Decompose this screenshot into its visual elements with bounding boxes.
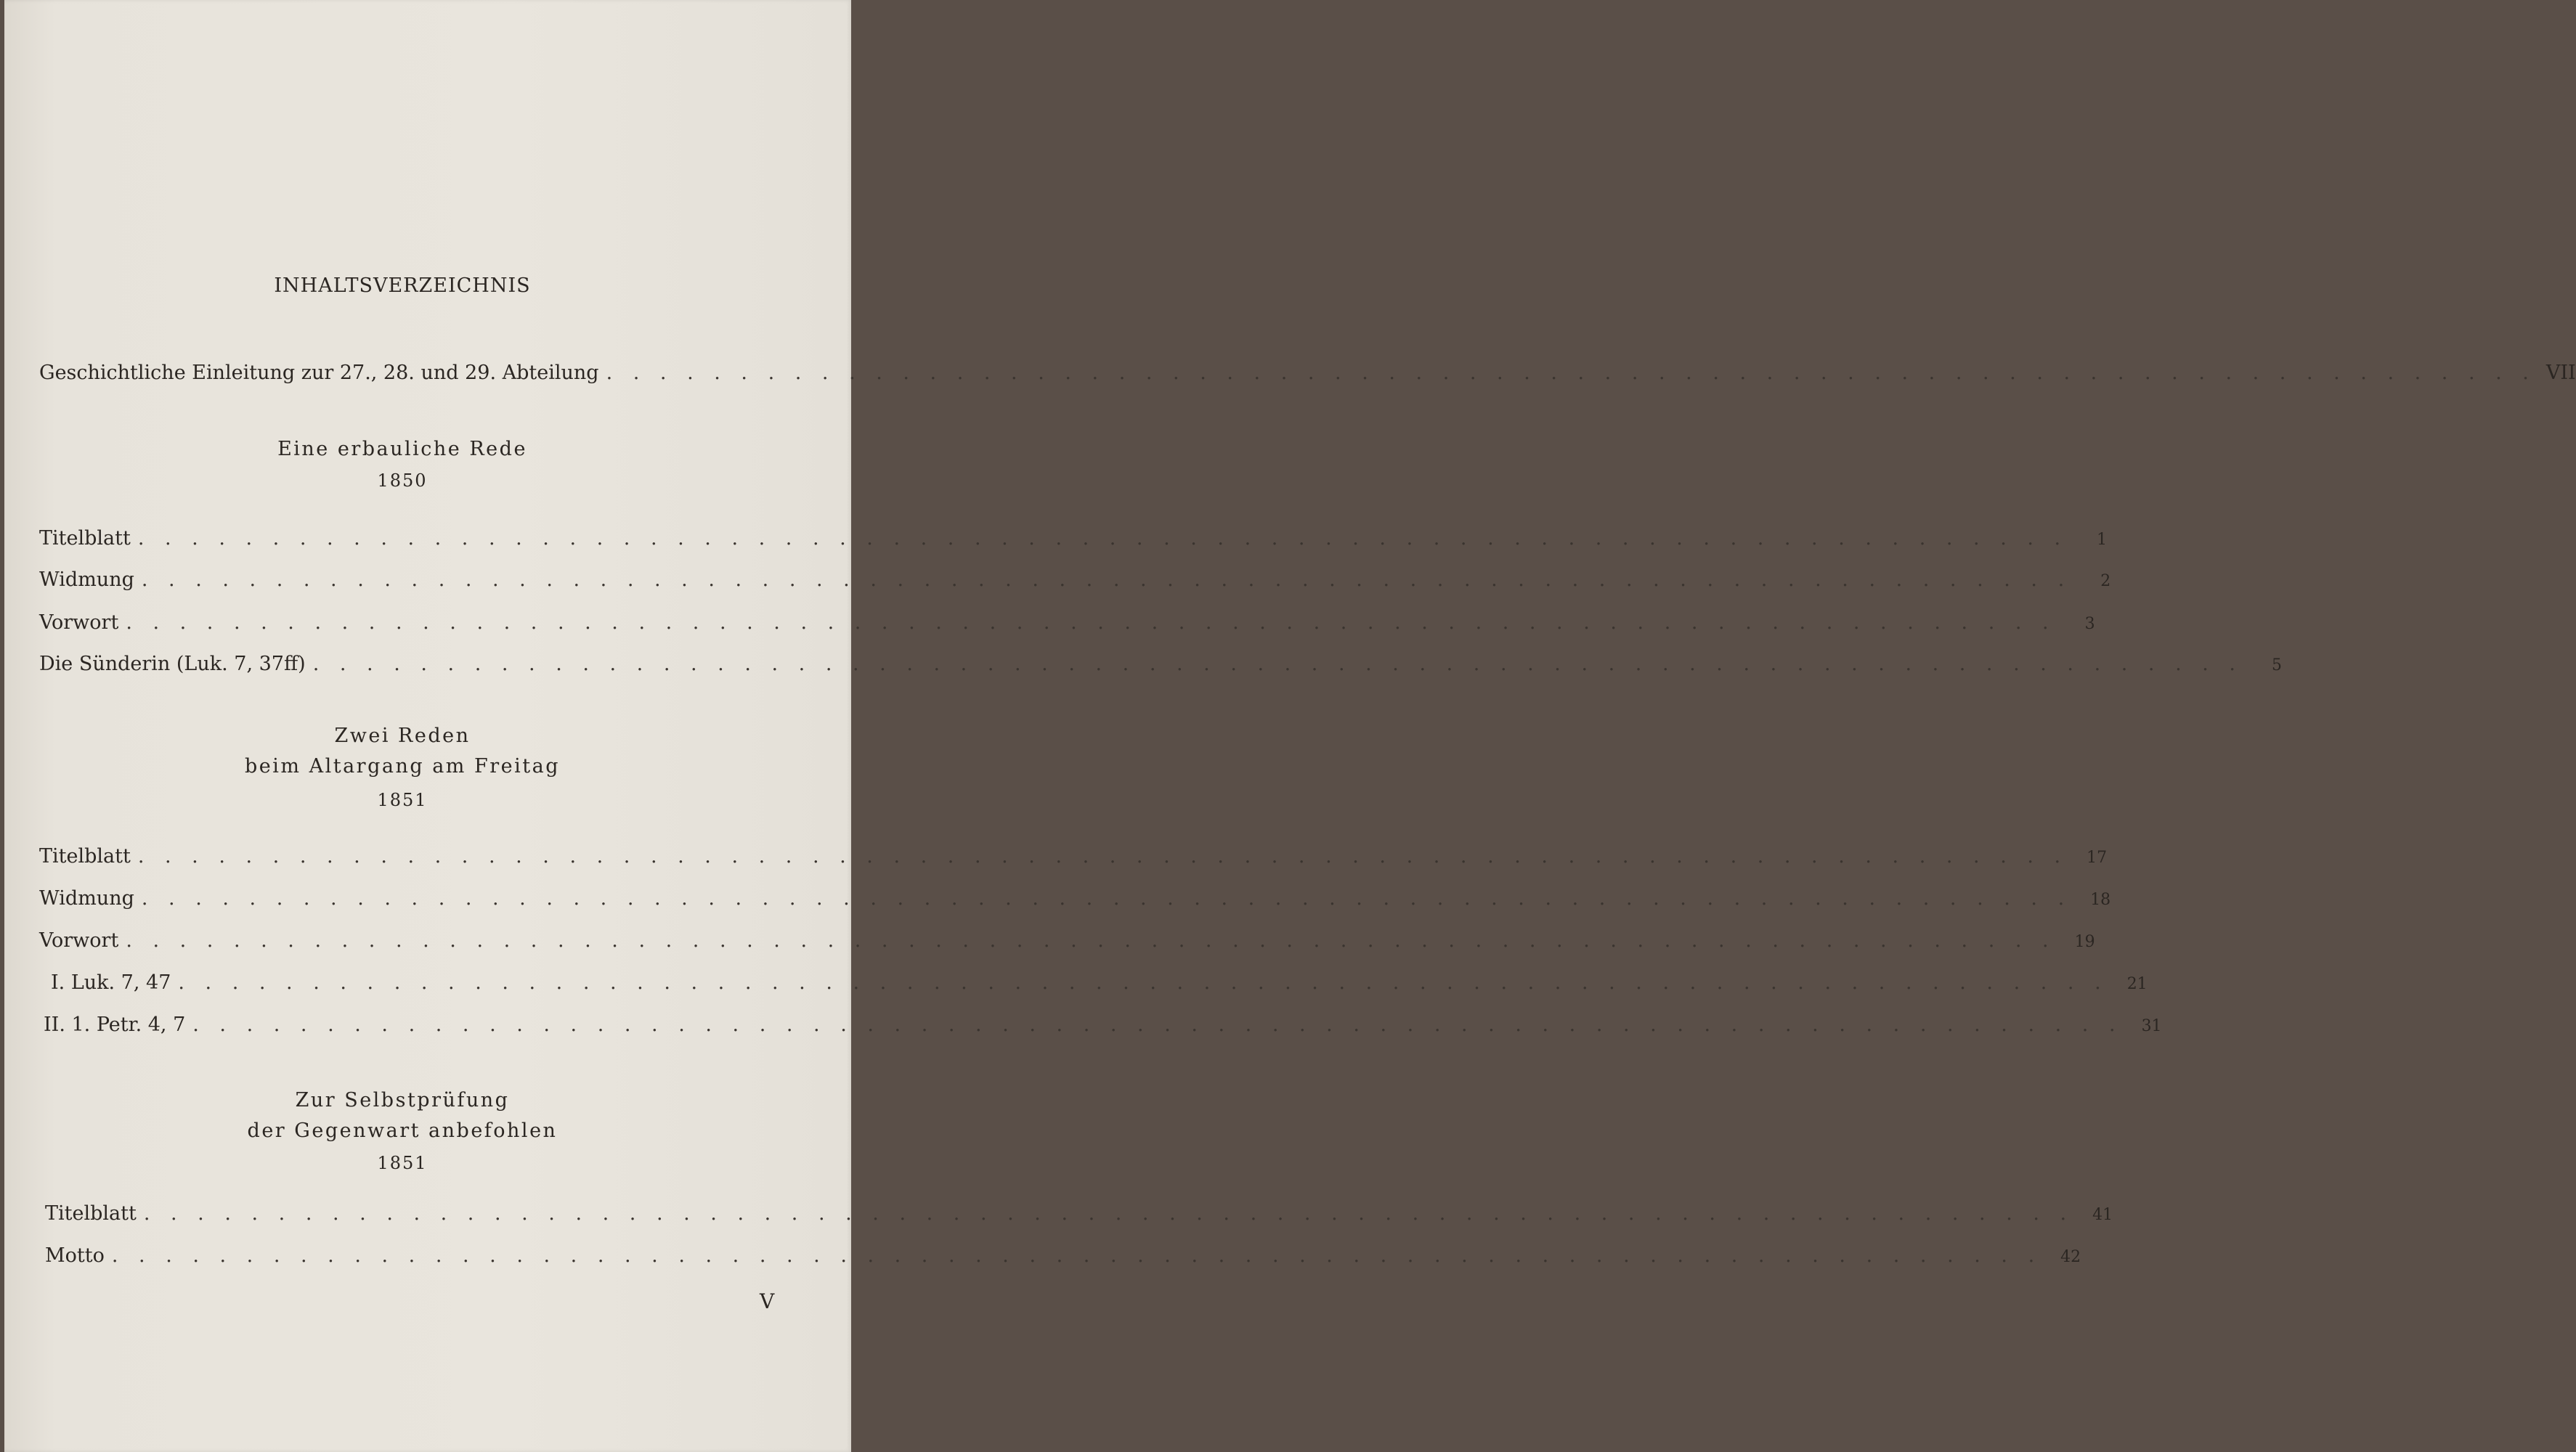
leader-dots: . . . . . . . . . . . . . . . . . . . . . . . . . . . . . . . . . . . . . . . . . . . . . . . . . . . . . . . . . . . . . . . . . . . . . . . .	[126, 611, 2056, 634]
leader-dots: . . . . . . . . . . . . . . . . . . . . . . . . . . . . . . . . . . . . . . . . . . . . . . . . . . . . . . . . . . . . . . . . . . . . . . . .	[137, 845, 2068, 868]
toc-entry	[39, 653, 2283, 682]
toc-entry-intro	[39, 362, 2576, 391]
leader-dots: . . . . . . . . . . . . . . . . . . . . . . . . . . . . . . . . . . . . . . . . . . . . . . . . . . . . . . . . . . . . . . . . . . . . . . . .	[137, 527, 2068, 550]
section-title: Zwei Reden	[334, 725, 471, 747]
toc-entry	[39, 887, 2111, 916]
leader-dots: . . . . . . . . . . . . . . . . . . . . . . . . . . . . . . . . . . . . . . . . . . . . . . . . . . . . . . . . . . . . . . . . . . . . . . . .	[312, 653, 2243, 675]
leader-dots: . . . . . . . . . . . . . . . . . . . . . . . . . . . . . . . . . . . . . . . . . . . . . . . . . . . . . . . . . . . . . . . . . . . . . . . .	[606, 362, 2536, 384]
leader-dots: . . . . . . . . . . . . . . . . . . . . . . . . . . . . . . . . . . . . . . . . . . . . . . . . . . . . . . . . . . . . . . . . . . . . . . . .	[141, 887, 2072, 910]
toc-entry-label: II. 1. Petr. 4, 7	[44, 1013, 186, 1036]
section-year: 1850	[377, 470, 428, 491]
toc-entry-label: I. Luk. 7, 47	[51, 971, 171, 994]
toc-entry-page: 21	[2126, 975, 2148, 993]
toc-entry-page: 17	[2087, 849, 2108, 867]
section-subtitle: beim Altargang am Freitag	[245, 755, 560, 778]
toc-entry-page: 1	[2097, 531, 2108, 549]
toc-entry	[39, 568, 2111, 597]
book-page	[4, 0, 2576, 1452]
section-title: Eine erbauliche Rede	[277, 438, 527, 460]
leader-dots: . . . . . . . . . . . . . . . . . . . . . . . . . . . . . . . . . . . . . . . . . . . . . . . . . . . . . . . . . . . . . . . . . . . . . . . .	[141, 568, 2072, 591]
toc-entry-label: Vorwort	[39, 929, 119, 952]
toc-entry	[39, 845, 2108, 874]
toc-entry-label: Widmung	[39, 568, 134, 591]
leader-dots: . . . . . . . . . . . . . . . . . . . . . . . . . . . . . . . . . . . . . . . . . . . . . . . . . . . . . . . . . . . . . . . . . . . . . . . .	[111, 1244, 2042, 1267]
toc-entry-page: 3	[2084, 615, 2095, 633]
toc-entry	[44, 1013, 2162, 1043]
toc-entry-label: Titelblatt	[45, 1202, 137, 1225]
toc-entry-page: 2	[2100, 572, 2111, 590]
toc-entry	[39, 527, 2108, 556]
toc-entry	[39, 611, 2095, 640]
toc-entry-page: 5	[2272, 656, 2283, 674]
toc-entry-page: 41	[2092, 1206, 2113, 1224]
section-title: Zur Selbstprüfung	[295, 1089, 510, 1112]
leader-dots: . . . . . . . . . . . . . . . . . . . . . . . . . . . . . . . . . . . . . . . . . . . . . . . . . . . . . . . . . . . . . . . . . . . . . . . .	[192, 1013, 2123, 1036]
toc-entry	[45, 1202, 2113, 1231]
leader-dots: . . . . . . . . . . . . . . . . . . . . . . . . . . . . . . . . . . . . . . . . . . . . . . . . . . . . . . . . . . . . . . . . . . . . . . . .	[143, 1202, 2074, 1225]
section-year: 1851	[377, 790, 428, 810]
page-number: V	[760, 1289, 775, 1313]
toc-entry-page: VII	[2545, 362, 2576, 384]
toc-entry-label: Die Sünderin (Luk. 7, 37ff)	[39, 653, 306, 675]
section-year: 1851	[377, 1153, 428, 1173]
toc-entry	[51, 971, 2148, 1000]
toc-entry	[39, 929, 2095, 958]
toc-entry-page: 19	[2074, 933, 2095, 951]
section-subtitle: der Gegenwart anbefohlen	[247, 1119, 558, 1142]
toc-entry-label: Motto	[45, 1244, 105, 1267]
leader-dots: . . . . . . . . . . . . . . . . . . . . . . . . . . . . . . . . . . . . . . . . . . . . . . . . . . . . . . . . . . . . . . . . . . . . . . . .	[126, 929, 2056, 952]
page-title: INHALTSVERZEICHNIS	[274, 274, 531, 297]
toc-entry-label: Titelblatt	[39, 845, 131, 868]
toc-entry-page: 31	[2141, 1017, 2162, 1035]
toc-entry-label: Geschichtliche Einleitung zur 27., 28. und 29. Abteilung	[39, 362, 599, 384]
toc-entry-page: 18	[2090, 891, 2111, 909]
toc-entry-label: Vorwort	[39, 611, 119, 634]
toc-entry-label: Widmung	[39, 887, 134, 910]
toc-entry-page: 42	[2060, 1248, 2081, 1266]
toc-entry	[45, 1244, 2081, 1273]
toc-entry-label: Titelblatt	[39, 527, 131, 550]
leader-dots: . . . . . . . . . . . . . . . . . . . . . . . . . . . . . . . . . . . . . . . . . . . . . . . . . . . . . . . . . . . . . . . . . . . . . . . .	[178, 971, 2108, 994]
